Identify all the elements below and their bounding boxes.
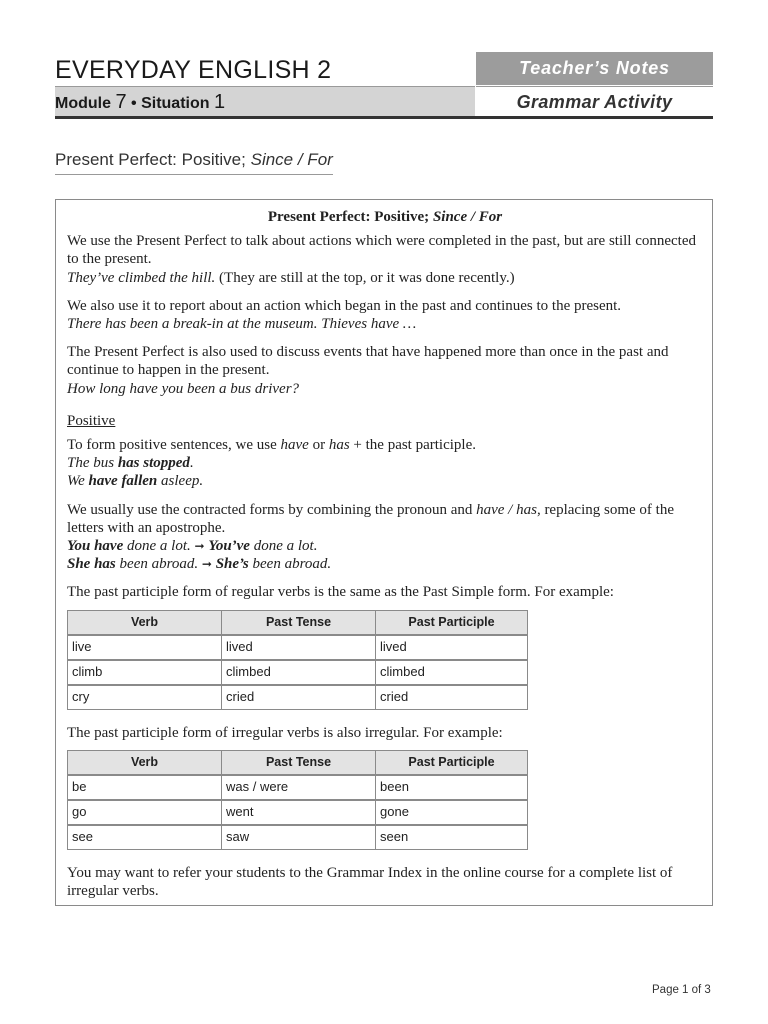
box-title-italic: Since / For bbox=[432, 209, 503, 225]
table-cell: lived bbox=[376, 635, 528, 660]
table-row bbox=[68, 635, 528, 660]
paragraph-contractions bbox=[67, 501, 703, 537]
column-header: Past Participle bbox=[376, 610, 528, 635]
example-break-in-text: There has been a break-in at the museum. Thieves have … bbox=[67, 316, 417, 333]
paragraph-grammar-index: You may want to refer your students to the Grammar Index in the online course for a complete list of irregular verbs. bbox=[67, 864, 673, 900]
form-have: have bbox=[280, 437, 309, 454]
arrow-icon: ➞ bbox=[201, 557, 212, 572]
column-header: Past Participle bbox=[376, 750, 528, 775]
grammar-activity-label: Grammar Activity bbox=[476, 86, 713, 117]
table-cell: cried bbox=[376, 685, 528, 710]
box-title-main: Present Perfect: Positive; bbox=[267, 209, 430, 225]
irregular-verbs-table bbox=[67, 750, 528, 850]
paragraph-report: We also use it to report about an action which began in the past and continues to the present. bbox=[67, 297, 622, 314]
page-number: Page 1 of 3 bbox=[652, 984, 711, 996]
column-header: Verb bbox=[68, 750, 222, 775]
arrow-icon: ➞ bbox=[194, 539, 205, 554]
table-row bbox=[68, 660, 528, 685]
column-header: Verb bbox=[68, 610, 222, 635]
table-row bbox=[68, 685, 528, 710]
table-row bbox=[68, 825, 528, 850]
table-cell: see bbox=[68, 825, 222, 850]
c1-c: You’ve bbox=[208, 538, 250, 555]
c2-a: She has bbox=[67, 556, 116, 573]
situation-label: • Situation bbox=[131, 95, 210, 112]
table-cell: cry bbox=[68, 685, 222, 710]
grammar-box-content bbox=[67, 208, 703, 900]
table-cell: went bbox=[222, 800, 376, 825]
example-bus-driver bbox=[67, 380, 703, 398]
c1-a: You have bbox=[67, 538, 124, 555]
paragraph-irregular: The past participle form of irregular verbs is also irregular. For example: bbox=[67, 724, 503, 741]
table-cell: saw bbox=[222, 825, 376, 850]
ex2-c: asleep. bbox=[161, 473, 204, 490]
module-bar bbox=[55, 86, 475, 117]
header-right bbox=[476, 52, 713, 116]
contractions-text-b: , replacing some of the letters with an apostrophe. bbox=[67, 501, 674, 536]
table-cell: climb bbox=[68, 660, 222, 685]
module-number: 7 bbox=[115, 91, 127, 113]
section-title-italic: Since / For bbox=[250, 150, 333, 169]
paragraph-usage: We use the Present Perfect to talk about actions which were completed in the past, but are still connected to the present. bbox=[67, 233, 697, 268]
example-climbed-italic: They’ve climbed the hill. bbox=[67, 269, 216, 286]
table-cell: be bbox=[68, 775, 222, 800]
header-left bbox=[55, 52, 475, 116]
table-cell: gone bbox=[376, 800, 528, 825]
form-or: or bbox=[312, 437, 326, 454]
table-cell: been bbox=[376, 775, 528, 800]
c2-c: She’s bbox=[215, 556, 249, 573]
paragraph-regular: The past participle form of regular verbs is the same as the Past Simple form. For example: bbox=[67, 584, 614, 601]
ex2-b: have fallen bbox=[88, 473, 158, 490]
example-bus-stopped bbox=[67, 454, 703, 472]
book-title: EVERYDAY ENGLISH 2 bbox=[55, 56, 332, 84]
example-bus-driver-text: How long have you been a bus driver? bbox=[67, 380, 300, 397]
c1-b: done a lot. bbox=[127, 538, 191, 555]
example-climbed-note: (They are still at the top, or it was done recently.) bbox=[219, 269, 515, 286]
table-cell: go bbox=[68, 800, 222, 825]
table-cell: live bbox=[68, 635, 222, 660]
column-header: Past Tense bbox=[222, 610, 376, 635]
header-divider bbox=[55, 116, 713, 119]
form-has: has bbox=[328, 437, 350, 454]
teachers-notes-label: Teacher’s Notes bbox=[476, 52, 713, 85]
module-label: Module bbox=[55, 95, 111, 112]
positive-heading: Positive bbox=[67, 412, 116, 429]
example-you-have bbox=[67, 537, 703, 555]
c2-b: been abroad. bbox=[119, 556, 199, 573]
c2-d: been abroad. bbox=[252, 556, 332, 573]
example-break-in bbox=[67, 315, 703, 333]
ex1-c: . bbox=[189, 455, 194, 472]
grammar-box bbox=[55, 199, 713, 906]
example-she-has bbox=[67, 555, 703, 573]
ex2-a: We bbox=[67, 473, 85, 490]
column-header: Past Tense bbox=[222, 750, 376, 775]
table-cell: lived bbox=[222, 635, 376, 660]
contractions-text-a: We usually use the contracted forms by combining the pronoun and bbox=[67, 501, 473, 518]
table-row bbox=[68, 800, 528, 825]
form-text-b: + the past participle. bbox=[353, 437, 476, 454]
regular-verbs-table bbox=[67, 610, 528, 710]
table-row bbox=[68, 775, 528, 800]
section-title bbox=[55, 150, 333, 175]
ex1-a: The bus bbox=[67, 455, 115, 472]
table-cell: cried bbox=[222, 685, 376, 710]
contractions-have-has: have / has bbox=[476, 501, 537, 518]
table-header-row bbox=[68, 750, 528, 775]
paragraph-form bbox=[67, 436, 703, 454]
form-text-a: To form positive sentences, we use bbox=[67, 437, 277, 454]
c1-d: done a lot. bbox=[253, 538, 318, 555]
example-climbed bbox=[67, 269, 703, 287]
table-header-row bbox=[68, 610, 528, 635]
box-title bbox=[67, 208, 703, 226]
table-cell: was / were bbox=[222, 775, 376, 800]
situation-number: 1 bbox=[213, 91, 226, 113]
paragraph-repeated: The Present Perfect is also used to discuss events that have happened more than once in the past and continue to happen in the present. bbox=[67, 344, 669, 379]
table-cell: climbed bbox=[222, 660, 376, 685]
table-cell: climbed bbox=[376, 660, 528, 685]
example-fallen-asleep bbox=[67, 472, 703, 490]
ex1-b: has stopped bbox=[117, 455, 190, 472]
section-title-main: Present Perfect: Positive; bbox=[55, 150, 246, 169]
table-cell: seen bbox=[376, 825, 528, 850]
